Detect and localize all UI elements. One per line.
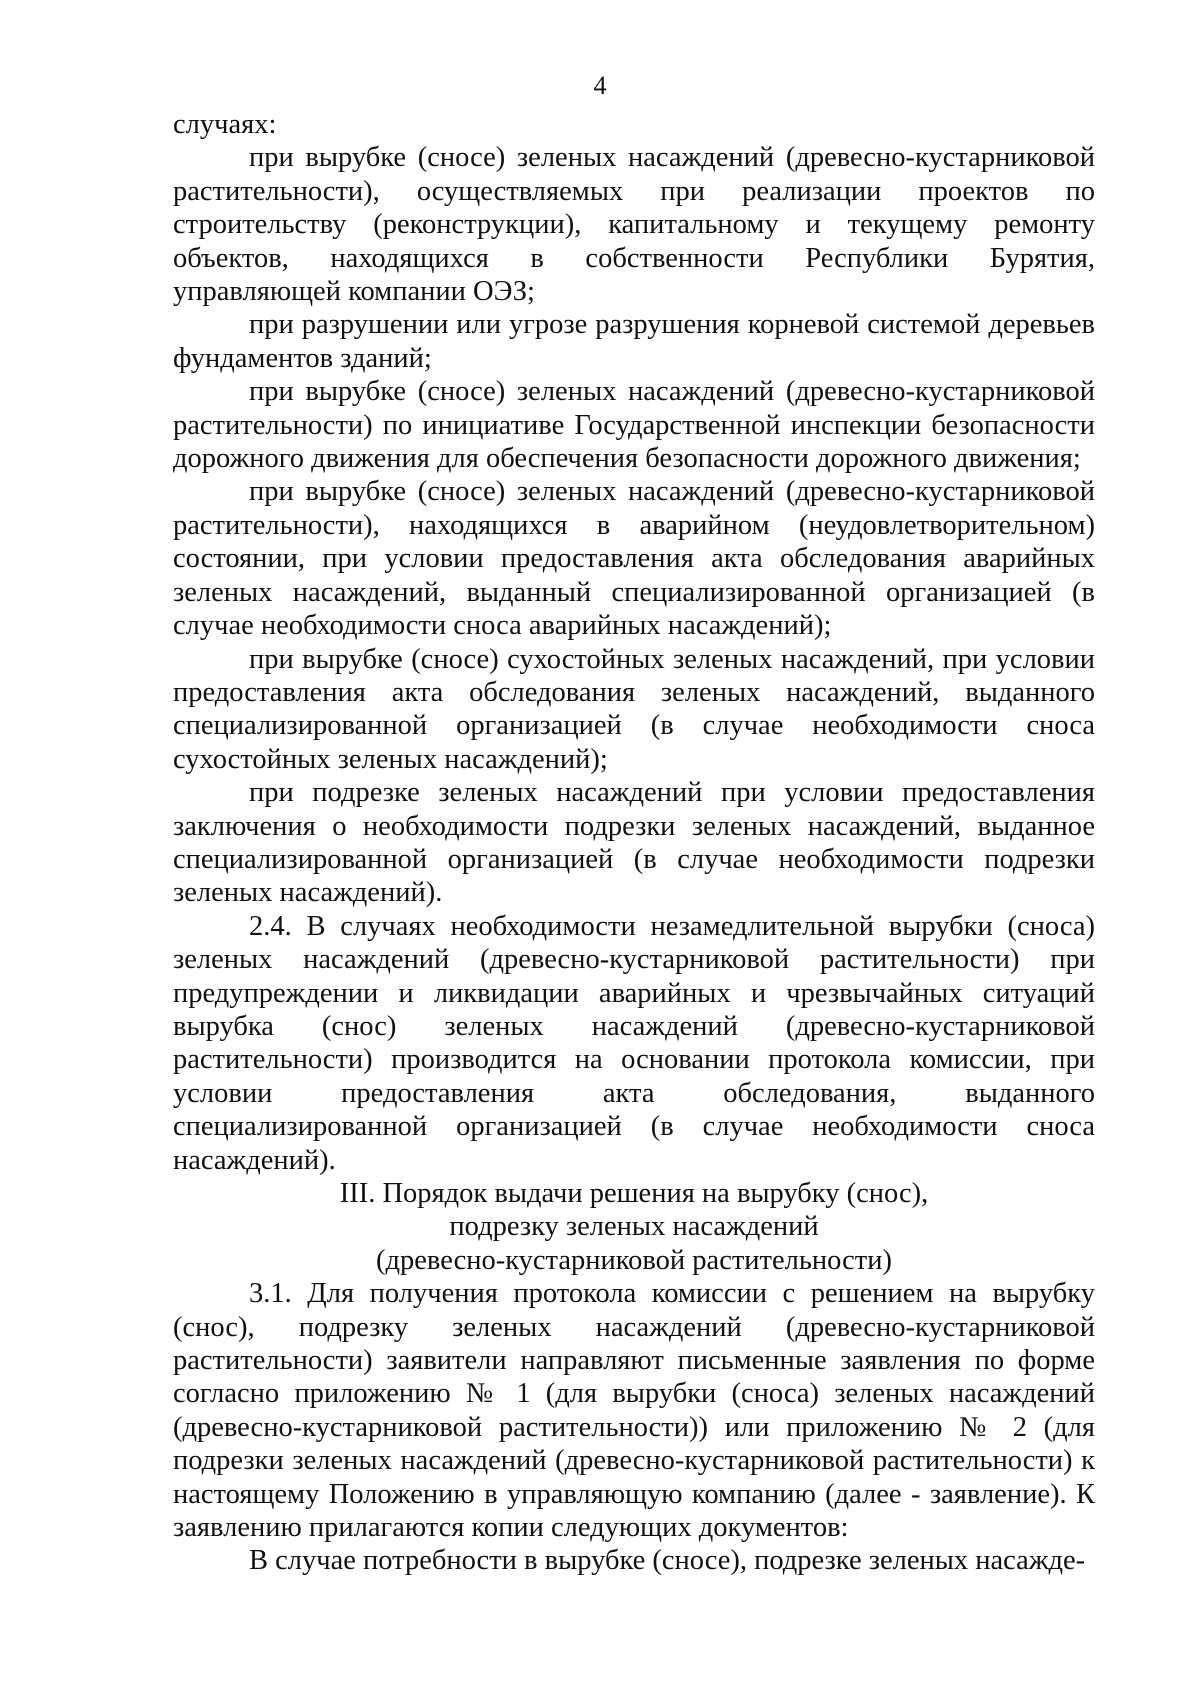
section-heading-line: подрезку зеленых насаждений [449,1211,819,1243]
section-heading-line: III. Порядок выдачи решения на вырубку (снос), [339,1178,929,1209]
paragraph: при вырубке (сносе) сухостойных зеленых насаждений, при условии предоставления акта обследования зеленых насаждений, выданного специализированной организацией (в случае необходимости сноса сухостойных зеленых насаждений); [173,643,1095,775]
document-body [173,108,1095,1578]
paragraph: при вырубке (сносе) зеленых насаждений (древесно-кустарниковой растительности), находящихся в аварийном (неудовлетворительном) состоянии, при условии предоставления акта обследования аварийных зеленых насаждений, выданный специализированной организацией (в случае необходимости сноса аварийных насаждений); [173,476,1095,642]
paragraph: В случае потребности в вырубке (сносе), подрезке зеленых насажде- [249,1545,1086,1577]
page-number: 4 [593,71,607,100]
section-heading-line: (древесно-кустарниковой растительности) [376,1244,892,1276]
paragraph: при разрушении или угрозе разрушения корневой системой деревьев фундаментов зданий; [173,309,1095,374]
section-heading [173,1177,1095,1277]
paragraph-3-1: 3.1. Для получения протокола комиссии с решением на вырубку (снос), подрезку зеленых насаждений (древесно-кустарниковой растительности) заявители направляют письменные заявления по форме согласно приложению № 1 (для вырубки (сноса) зеленых насаждений (древесно-кустарниковой растительности)) или приложению № 2 (для подрезки зеленых насаждений (древесно-кустарниковой растительности) к настоящему Положению в управляющую компанию (далее - заявление). К заявлению прилагаются копии следующих документов: [173,1278,1095,1544]
paragraph: при вырубке (сносе) зеленых насаждений (древесно-кустарниковой растительности), осуществляемых при реализации проектов по строительству (реконструкции), капитальному и текущему ремонту объектов, находящихся в собственности Республики Бурятия, управляющей компании ОЭЗ; [173,142,1095,308]
paragraph: случаях: [173,109,277,140]
paragraph: при подрезке зеленых насаждений при условии предоставления заключения о необходимости подрезки зеленых насаждений, выданное специализированной организацией (в случае необходимости подрезки зеленых насаждений). [173,777,1095,909]
paragraph: при вырубке (сносе) зеленых насаждений (древесно-кустарниковой растительности) по инициативе Государственной инспекции безопасности дорожного движения для обеспечения безопасности дорожного движения; [173,376,1095,475]
paragraph-2-4: 2.4. В случаях необходимости незамедлительной вырубки (сноса) зеленых насаждений (древесно-кустарниковой растительности) при предупреждении и ликвидации аварийных и чрезвычайных ситуаций вырубка (снос) зеленых насаждений (древесно-кустарниковой растительности) производится на основании протокола комиссии, при условии предоставления акта обследования, выданного специализированной организацией (в случае необходимости сноса насаждений). [173,910,1095,1176]
